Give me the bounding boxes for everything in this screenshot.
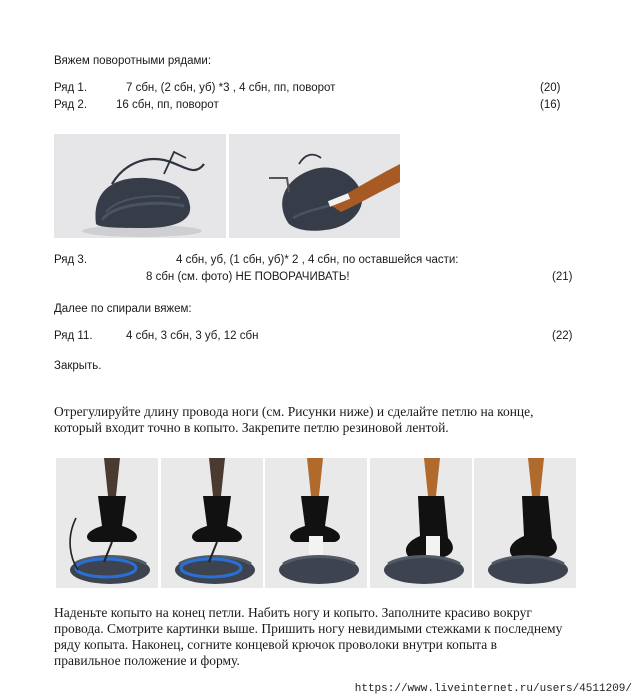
row-label: Ряд 1. xyxy=(54,82,88,94)
assembly-photo xyxy=(56,458,158,588)
paragraph-line: правильное положение и форму. xyxy=(54,653,240,668)
assembly-photo xyxy=(474,458,576,588)
row-label: Ряд 3. xyxy=(54,254,88,266)
photo-hoof-crochet-1 xyxy=(54,134,226,238)
section-title-turning-rows: Вяжем поворотными рядами: xyxy=(54,55,212,67)
assembly-photo xyxy=(370,458,472,588)
pattern-row-1 xyxy=(54,82,594,98)
paragraph-line: ряду копыта. Наконец, согните концевой крючок проволоки внутри копыта в xyxy=(54,637,497,652)
row-stitch-count: (22) xyxy=(552,330,573,342)
pattern-row-2 xyxy=(54,99,594,115)
pattern-row-11 xyxy=(54,330,594,346)
row-stitch-count: (20) xyxy=(540,82,561,94)
paragraph-line: Наденьте копыто на конец петли. Набить ногу и копыто. Заполните красиво вокруг xyxy=(54,605,532,620)
row-label: Ряд 11. xyxy=(54,330,93,342)
row-instructions: 16 сбн, пп, поворот xyxy=(116,99,219,111)
row-label: Ряд 2. xyxy=(54,99,88,111)
paragraph-adjust-wire xyxy=(54,404,534,436)
row-3-continuation: 8 сбн (см. фото) НЕ ПОВОРАЧИВАТЬ! xyxy=(146,271,350,283)
paragraph-line: Отрегулируйте длину провода ноги (см. Рисунки ниже) и сделайте петлю на конце, xyxy=(54,404,534,419)
photo-hoof-crochet-2 xyxy=(229,134,400,238)
watermark-url: https://www.liveinternet.ru/users/4511209/ xyxy=(354,683,632,695)
row-instructions: 4 сбн, 3 сбн, 3 уб, 12 сбн xyxy=(126,330,259,342)
paragraph-line: который входит точно в копыто. Закрепите петлю резиновой лентой. xyxy=(54,420,449,435)
row-instructions: 4 сбн, уб, (1 сбн, уб)* 2 , 4 сбн, по оставшейся части: xyxy=(176,254,459,266)
photo-strip-leg-assembly xyxy=(56,458,576,588)
paragraph-line: провода. Смотрите картинки выше. Пришить ногу невидимыми стежками к последнему xyxy=(54,621,563,636)
assembly-photo xyxy=(265,458,367,588)
close-instruction: Закрыть. xyxy=(54,360,102,372)
row-instructions: 7 сбн, (2 сбн, уб) *3 , 4 сбн, пп, поворот xyxy=(126,82,336,94)
row-stitch-count: (16) xyxy=(540,99,561,111)
assembly-photo xyxy=(161,458,263,588)
paragraph-attach-hoof xyxy=(54,605,562,669)
section-title-spiral: Далее по спирали вяжем: xyxy=(54,303,192,315)
row-stitch-count: (21) xyxy=(552,271,573,283)
